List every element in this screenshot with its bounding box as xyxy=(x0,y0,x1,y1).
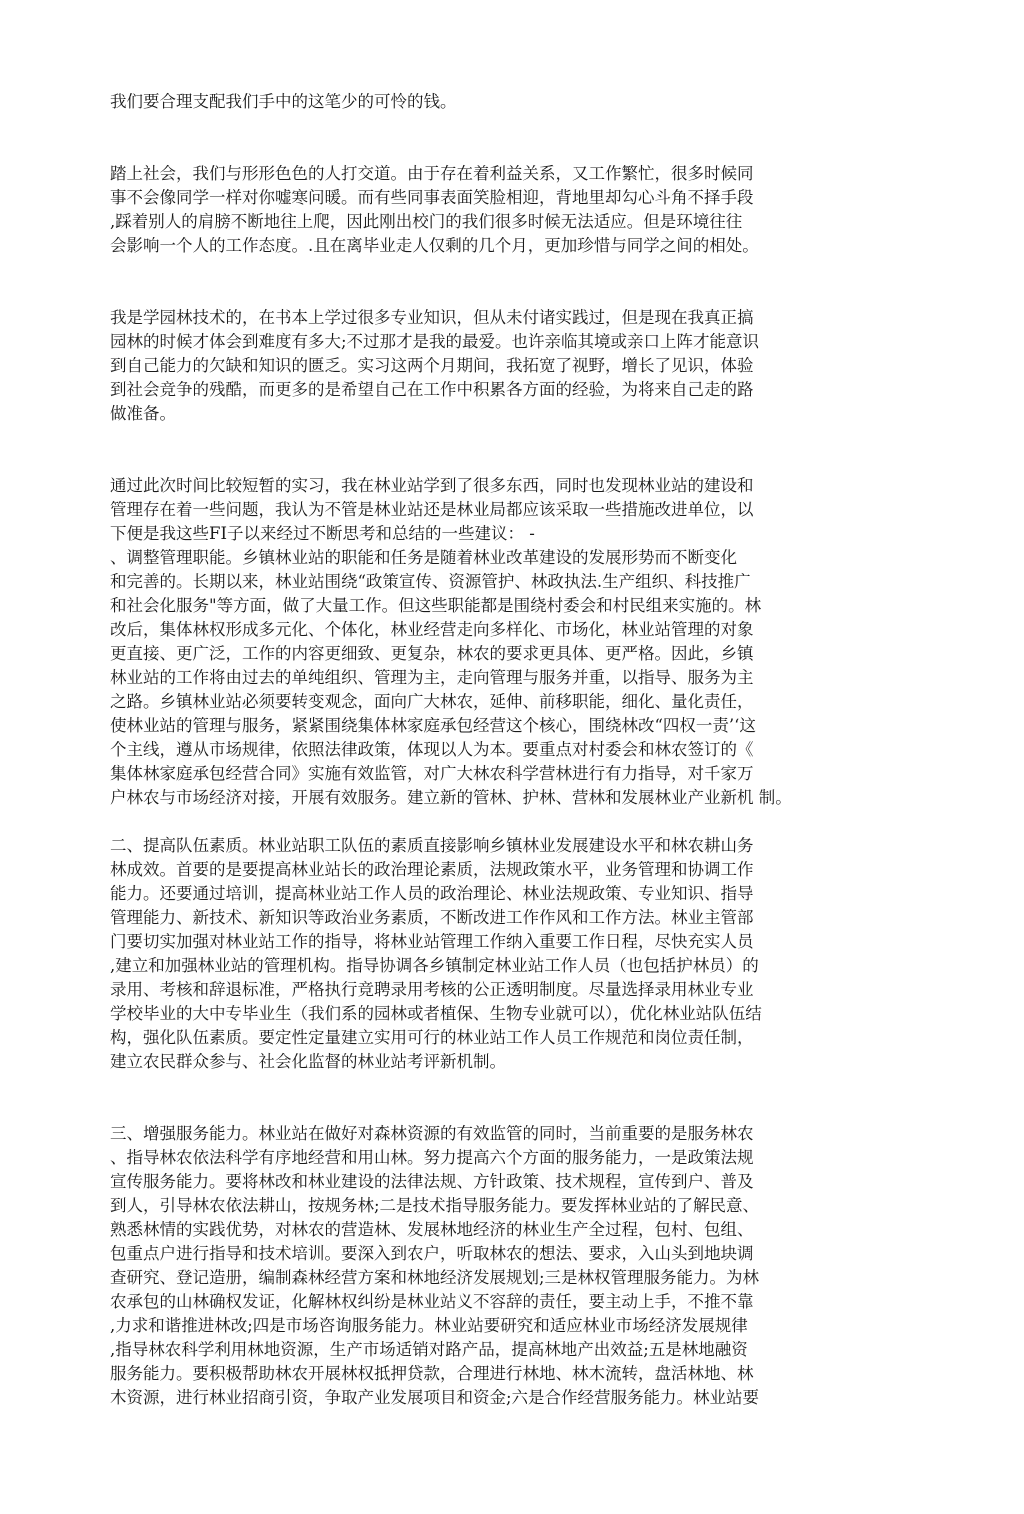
text-line: 包重点户进行指导和技术培训。要深入到农户，听取林农的想法、要求，入山头到地块调 xyxy=(110,1244,754,1263)
text-line: 管理存在着一些问题，我认为不管是林业站还是林业局都应该采取一些措施改进单位，以 xyxy=(110,500,754,519)
paragraph-team-quality xyxy=(110,834,762,1074)
text-line: 事不会像同学一样对你嘘寒问暖。而有些同事表面笑脸相迎，背地里却勾心斗角不择手段 xyxy=(110,188,754,207)
text-line: 构，强化队伍素质。要定性定量建立实用可行的林业站工作人员工作规范和岗位责任制， xyxy=(110,1028,754,1047)
text-line: 能力。还要通过培训，提高林业站工作人员的政治理论、林业法规政策、专业知识、指导 xyxy=(110,884,754,903)
text-line: ,建立和加强林业站的管理机构。指导协调各乡镇制定林业站工作人员（也包括护林员）的 xyxy=(110,956,759,975)
text-line: 下便是我这些FI子以来经过不断思考和总结的一些建议： - xyxy=(110,524,535,543)
text-line: 园林的时候才体会到难度有多大;不过那才是我的最爱。也许亲临其境或亲口上阵才能意识 xyxy=(110,332,760,351)
text-line: ,指导林农科学利用林地资源，生产市场适销对路产品，提高林地产出效益;五是林地融资 xyxy=(110,1340,748,1359)
text-line: 使林业站的管理与服务，紧紧围绕集体林家庭承包经营这个核心，围绕林改“四权一责’‘这 xyxy=(110,716,756,735)
text-line: 、指导林农依法科学有序地经营和用山林。努力提高六个方面的服务能力，一是政策法规 xyxy=(110,1148,754,1167)
text-line: 查研究、登记造册，编制森林经营方案和林地经济发展规划;三是林权管理服务能力。为林 xyxy=(110,1268,760,1287)
text-line: ,力求和谐推进林改;四是市场咨询服务能力。林业站要研究和适应林业市场经济发展规律 xyxy=(110,1316,748,1335)
paragraph-suggestions xyxy=(110,474,792,810)
text-line: 户林农与市场经济对接，开展有效服务。建立新的管林、护林、营林和发展林业产业新机 制。 xyxy=(110,788,792,807)
text-line: 之路。乡镇林业站必须要转变观念，面向广大林农，延伸、前移职能，细化、量化责任， xyxy=(110,692,754,711)
text-line: 通过此次时间比较短暂的实习，我在林业站学到了很多东西，同时也发现林业站的建设和 xyxy=(110,476,754,495)
text-line: 管理能力、新技术、新知识等政治业务素质，不断改进工作作风和工作方法。林业主管部 xyxy=(110,908,754,927)
text-line: 集体林家庭承包经营合同》实施有效监管，对广大林农科学营林进行有力指导，对千家万 xyxy=(110,764,754,783)
text-line: 林业站的工作将由过去的单纯组织、管理为主，走向管理与服务并重，以指导、服务为主 xyxy=(110,668,754,687)
text-line: 学校毕业的大中专毕业生（我们系的园林或者植保、生物专业就可以），优化林业站队伍结 xyxy=(110,1004,762,1023)
text-line: 木资源，进行林业招商引资，争取产业发展项目和资金;六是合作经营服务能力。林业站要 xyxy=(110,1388,760,1407)
text-line: ,踩着别人的肩膀不断地往上爬，因此刚出校门的我们很多时候无法适应。但是环境往往 xyxy=(110,212,743,231)
text-line: 更直接、更广泛，工作的内容更细致、更复杂，林农的要求更具体、更严格。因此，乡镇 xyxy=(110,644,754,663)
text-line: 门要切实加强对林业站工作的指导，将林业站管理工作纳入重要工作日程，尽快充实人员 xyxy=(110,932,754,951)
text-line: 做准备。 xyxy=(110,404,176,423)
paragraph-budget xyxy=(110,90,457,114)
text-line: 宣传服务能力。要将林改和林业建设的法律法规、方针政策、技术规程，宣传到户、普及 xyxy=(110,1172,754,1191)
text-line: 到人，引导林农依法耕山，按规务林;二是技术指导服务能力。要发挥林业站的了解民意、 xyxy=(110,1196,760,1215)
text-line: 踏上社会，我们与形形色色的人打交道。由于存在着利益关系，又工作繁忙，很多时候同 xyxy=(110,164,754,183)
text-line: 和社会化服务"等方面，做了大量工作。但这些职能都是围绕村委会和村民组来实施的。林 xyxy=(110,596,762,615)
text-line: 个主线，遵从市场规律，依照法律政策，体现以人为本。要重点对村委会和林农签订的《 xyxy=(110,740,754,759)
paragraph-study xyxy=(110,306,759,426)
text-line: 熟悉林情的实践优势，对林农的营造林、发展林地经济的林业生产全过程，包村、包组、 xyxy=(110,1220,754,1239)
text-line: 农承包的山林确权发证，化解林权纠纷是林业站义不容辞的责任，要主动上手，不推不靠 xyxy=(110,1292,754,1311)
text-line: 到自己能力的欠缺和知识的匮乏。实习这两个月期间，我拓宽了视野，增长了见识，体验 xyxy=(110,356,754,375)
text-line: 和完善的。长期以来，林业站围绕“政策宣传、资源管护、林政执法.生产组织、科技推广 xyxy=(110,572,751,591)
text-line: 服务能力。要积极帮助林农开展林权抵押贷款，合理进行林地、林木流转，盘活林地、林 xyxy=(110,1364,754,1383)
text-line: 改后，集体林权形成多元化、个体化，林业经营走向多样化、市场化，林业站管理的对象 xyxy=(110,620,754,639)
text-line: 、调整管理职能。乡镇林业站的职能和任务是随着林业改革建设的发展形势而不断变化 xyxy=(110,548,737,567)
text-line: 林成效。首要的是要提高林业站长的政治理论素质，法规政策水平，业务管理和协调工作 xyxy=(110,860,754,879)
text-line: 录用、考核和辞退标准，严格执行竞聘录用考核的公正透明制度。尽量选择录用林业专业 xyxy=(110,980,754,999)
text-line: 三、增强服务能力。林业站在做好对森林资源的有效监管的同时，当前重要的是服务林农 xyxy=(110,1124,754,1143)
text-line: 我是学园林技术的，在书本上学过很多专业知识，但从未付诸实践过，但是现在我真正搞 xyxy=(110,308,754,327)
paragraph-service-capacity xyxy=(110,1122,759,1410)
text-line: 我们要合理支配我们手中的这笔少的可怜的钱。 xyxy=(110,92,457,111)
text-line: 到社会竞争的残酷，而更多的是希望自己在工作中积累各方面的经验，为将来自己走的路 xyxy=(110,380,754,399)
text-line: 会影响一个人的工作态度。.且在离毕业走人仅剩的几个月，更加珍惜与同学之间的相处。 xyxy=(110,236,759,255)
paragraph-society xyxy=(110,162,759,258)
text-line: 二、提高队伍素质。林业站职工队伍的素质直接影响乡镇林业发展建设水平和林农耕山务 xyxy=(110,836,754,855)
text-line: 建立农民群众参与、社会化监督的林业站考评新机制。 xyxy=(110,1052,506,1071)
